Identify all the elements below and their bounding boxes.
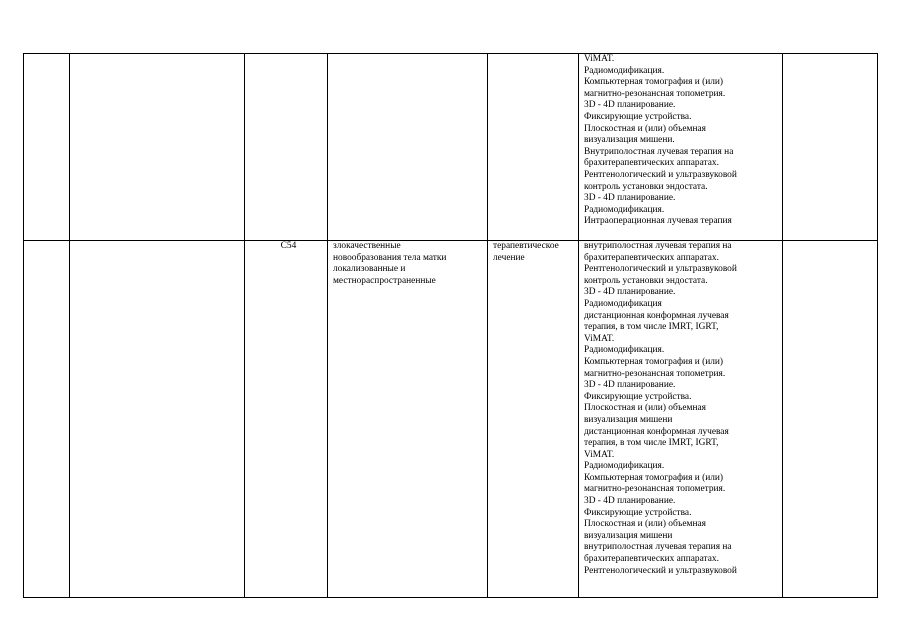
text-line: терапевтическое [493,241,559,251]
text-line: Фиксирующие устройства. [584,507,692,518]
text-line: Плоскостная и (или) объемная [584,519,706,530]
text-line: лечение [493,252,525,263]
cell-icd-code: C54 [245,241,328,598]
text-line: Радиомодификация. [584,461,665,472]
text-line: визуализация мишени [584,414,673,425]
text-line: магнитно-резонансная топометрия. [584,88,726,99]
cell-treatment-type [488,54,579,241]
text-line: терапия, в том числе IMRT, IGRT, [584,322,719,333]
text-line: Радиомодификация [584,298,662,309]
text-line: 3D - 4D планирование. [584,193,676,204]
text-line: контроль установки эндостата. [584,181,708,192]
text-line: Плоскостная и (или) объемная [584,123,706,134]
text-line: Рентгенологический и ультразвуковой [584,264,737,275]
text-line: визуализация мишени. [584,135,675,146]
cell-profile [70,241,245,598]
cell-treatment-method [579,241,783,598]
text-line: местнораспространенные [333,275,436,286]
cell-number [24,54,70,241]
text-line: брахитерапевтических аппаратах. [584,554,719,565]
text-line: 3D - 4D планирование. [584,496,676,507]
text-line: Радиомодификация. [584,65,665,76]
cell-treatment-type [488,241,579,598]
table-row [24,54,878,241]
cell-diagnosis [328,54,488,241]
text-line: 3D - 4D планирование. [584,100,676,111]
text-line: Фиксирующие устройства. [584,111,692,122]
text-line: контроль установки эндостата. [584,275,708,286]
table-row [24,241,878,598]
text-line: 3D - 4D планирование. [584,380,676,391]
text-line: Компьютерная томография и (или) [584,356,724,367]
text-line: 3D - 4D планирование. [584,287,676,298]
cell-icd-code [245,54,328,241]
text-line: Рентгенологический и ультразвуковой [584,565,737,576]
text-line: магнитно-резонансная топометрия. [584,484,726,495]
text-line: дистанционная конформная лучевая [584,310,729,321]
text-line: Компьютерная томография и (или) [584,77,724,88]
text-line: визуализация мишени [584,530,673,541]
text-line: Радиомодификация. [584,345,665,356]
text-line: ViMAT. [584,333,615,344]
text-line: Рентгенологический и ультразвуковой [584,169,737,180]
text-line: магнитно-резонансная топометрия. [584,368,726,379]
text-line: ViMAT. [584,449,615,460]
text-line: Интраоперационная лучевая терапия [584,216,732,227]
cell-cost [783,241,878,598]
text-line: Фиксирующие устройства. [584,391,692,402]
text-line: внутриполостная лучевая терапия на [584,542,732,553]
cell-profile [70,54,245,241]
text-line: локализованные и [333,264,406,275]
text-line: Радиомодификация. [584,204,665,215]
text-line: Компьютерная томография и (или) [584,472,724,483]
cell-number [24,241,70,598]
text-line: брахитерапевтических аппаратах. [584,252,719,263]
cell-treatment-method [579,54,783,241]
text-line: терапия, в том числе IMRT, IGRT, [584,438,719,449]
text-line: внутриполостная лучевая терапия на [584,241,732,251]
text-line: Внутриполостная лучевая терапия на [584,146,734,157]
text-line: новообразования тела матки [333,252,447,263]
cell-cost [783,54,878,241]
text-line: Плоскостная и (или) объемная [584,403,706,414]
text-line: ViMAT. [584,54,615,64]
cell-diagnosis [328,241,488,598]
medical-care-table [23,53,878,598]
text-line: злокачественные [333,241,401,251]
text-line: брахитерапевтических аппаратах. [584,158,719,169]
text-line: дистанционная конформная лучевая [584,426,729,437]
